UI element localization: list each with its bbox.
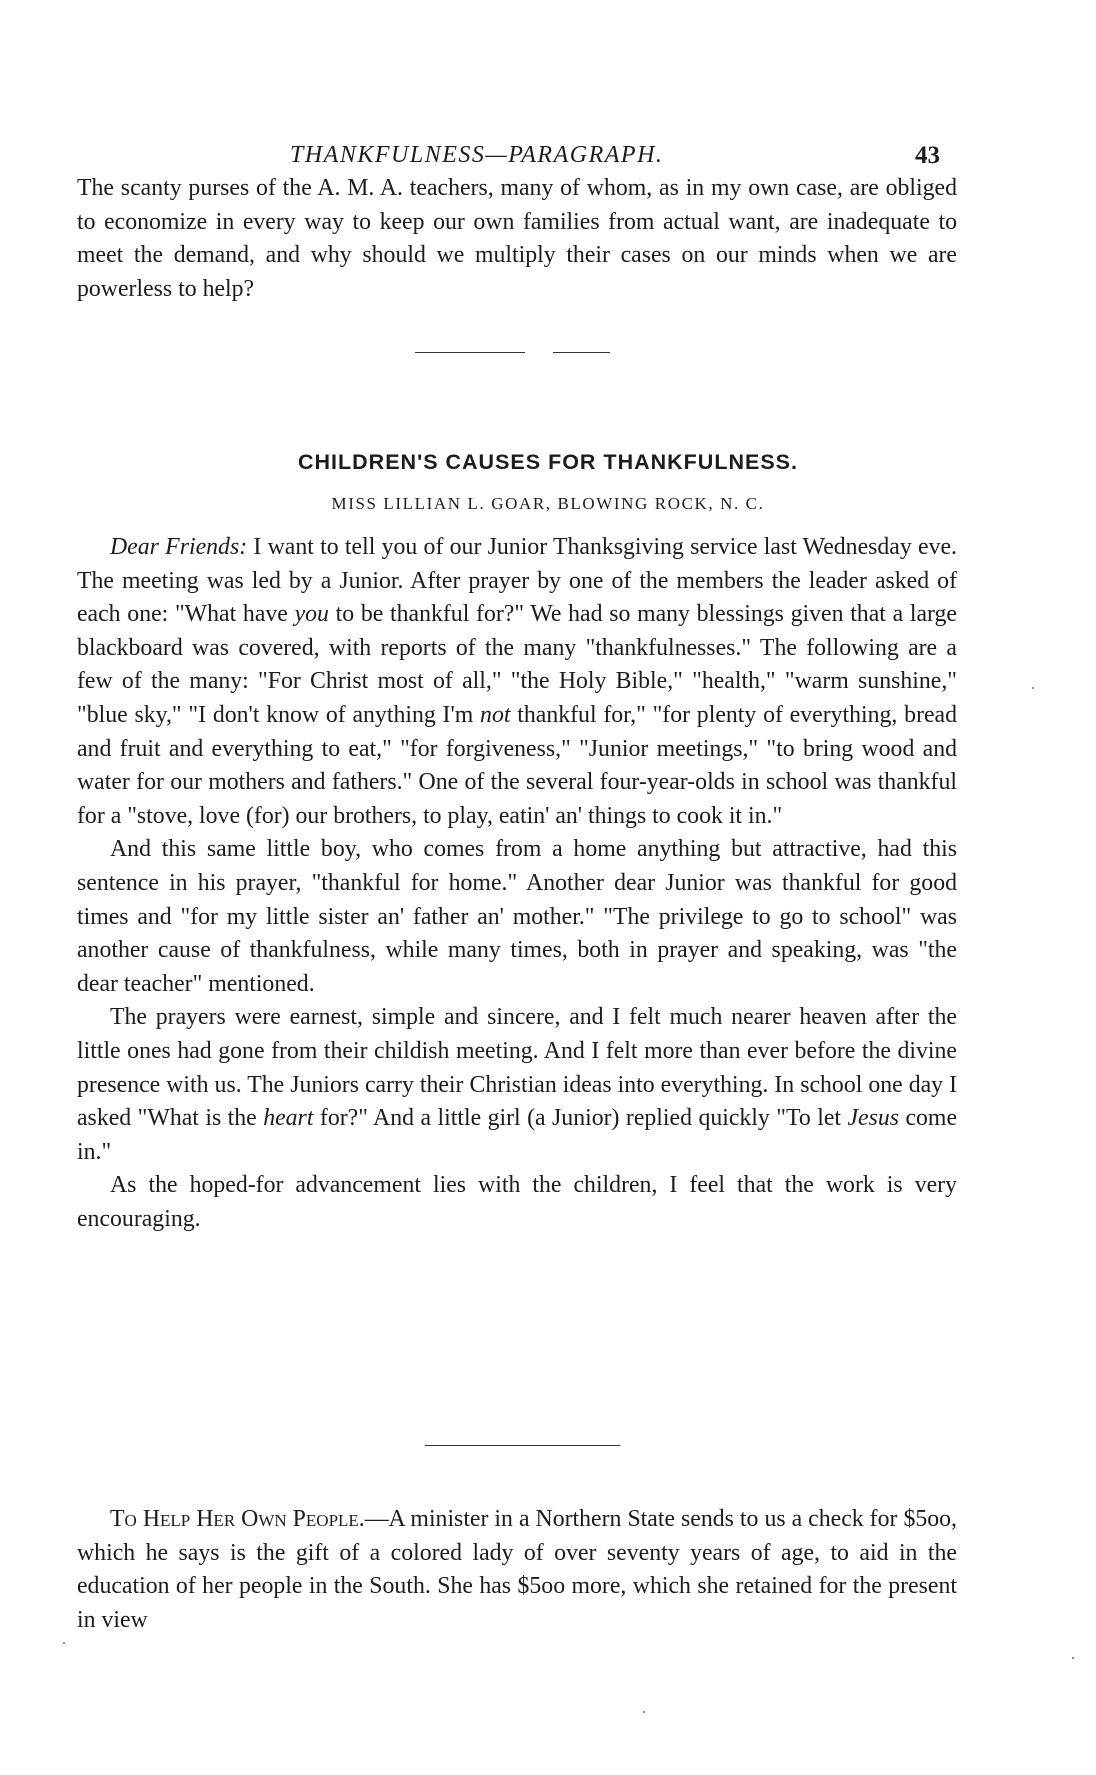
running-title: THANKFULNESS—PARAGRAPH. — [290, 142, 664, 168]
salutation: Dear Friends: — [110, 534, 248, 560]
section-divider-short — [553, 352, 610, 353]
page-speck — [1072, 1657, 1074, 1659]
news-paragraph — [77, 1503, 957, 1637]
article-paragraph-4: As the hoped-for advancement lies with the children, I feel that the work is very encouraging. — [77, 1172, 957, 1232]
paragraph-text: —A minister in a Northern State sends to us a check for $5oo, which he says is the gift of a colored lady of over seventy years of age, to aid in the education of her people in the South. She has $5oo more, which she retained for the present in view — [77, 1506, 957, 1633]
paragraph-lead-in: To Help Her Own People. — [110, 1506, 365, 1532]
section-divider — [415, 352, 525, 353]
intro-text: The scanty purses of the A. M. A. teachers, many of whom, as in my own case, are obliged to economize in every way to keep our own families from actual want, are inadequate to meet the demand, and why should we multiply their cases on our minds when we are powerless to help? — [77, 175, 957, 302]
page-speck — [643, 1711, 645, 1713]
article-paragraph-3: The prayers were earnest, simple and sincere, and I felt much nearer heaven after the little ones had gone from their childish meeting. And I felt more than ever before the divine presence with us. The Juniors carry their Christian ideas into everything. In school one day I asked "What is the heart for?" And a little girl (a Junior) replied quickly "To let Jesus come in." — [77, 1004, 958, 1165]
article-paragraph-1: Dear Friends: I want to tell you of our Junior Thanksgiving service last Wednesday eve. The meeting was led by a Junior. After prayer by one of the members the leader asked of each one: "What have you to be thankful for?" We had so many blessings given that a large blackboard was covered, with reports of the many "thankfulnesses." The following are a few of the many: "For Christ most of all," "the Holy Bible," "health," "warm sunshine," "blue sky," "I don't know of anything I'm not thankful for," "for plenty of everything, bread and fruit and everything to eat," "for forgiveness," "Junior meetings," "to bring wood and water for our mothers and fathers." One of the several four-year-olds in school was thankful for a "stove, love (for) our brothers, to play, eatin' an' things to cook it in." — [77, 534, 958, 829]
section-divider-2 — [425, 1445, 620, 1446]
article-paragraph-2: And this same little boy, who comes from a home anything but attractive, had this sentence in his prayer, "thankful for home." Another dear Junior was thankful for good times and "for my little sister an' father an' mother." "The privilege to go to school" was another cause of thankfulness, while many times, both in prayer and speaking, was "the dear teacher" mentioned. — [77, 836, 957, 997]
article-body — [77, 531, 957, 1236]
page-speck — [1032, 687, 1034, 689]
page-number: 43 — [915, 142, 940, 169]
article-byline: MISS LILLIAN L. GOAR, BLOWING ROCK, N. C. — [331, 494, 765, 513]
intro-paragraph — [77, 172, 957, 306]
page-speck — [63, 1642, 65, 1644]
article-title: CHILDREN'S CAUSES FOR THANKFULNESS. — [298, 450, 798, 474]
